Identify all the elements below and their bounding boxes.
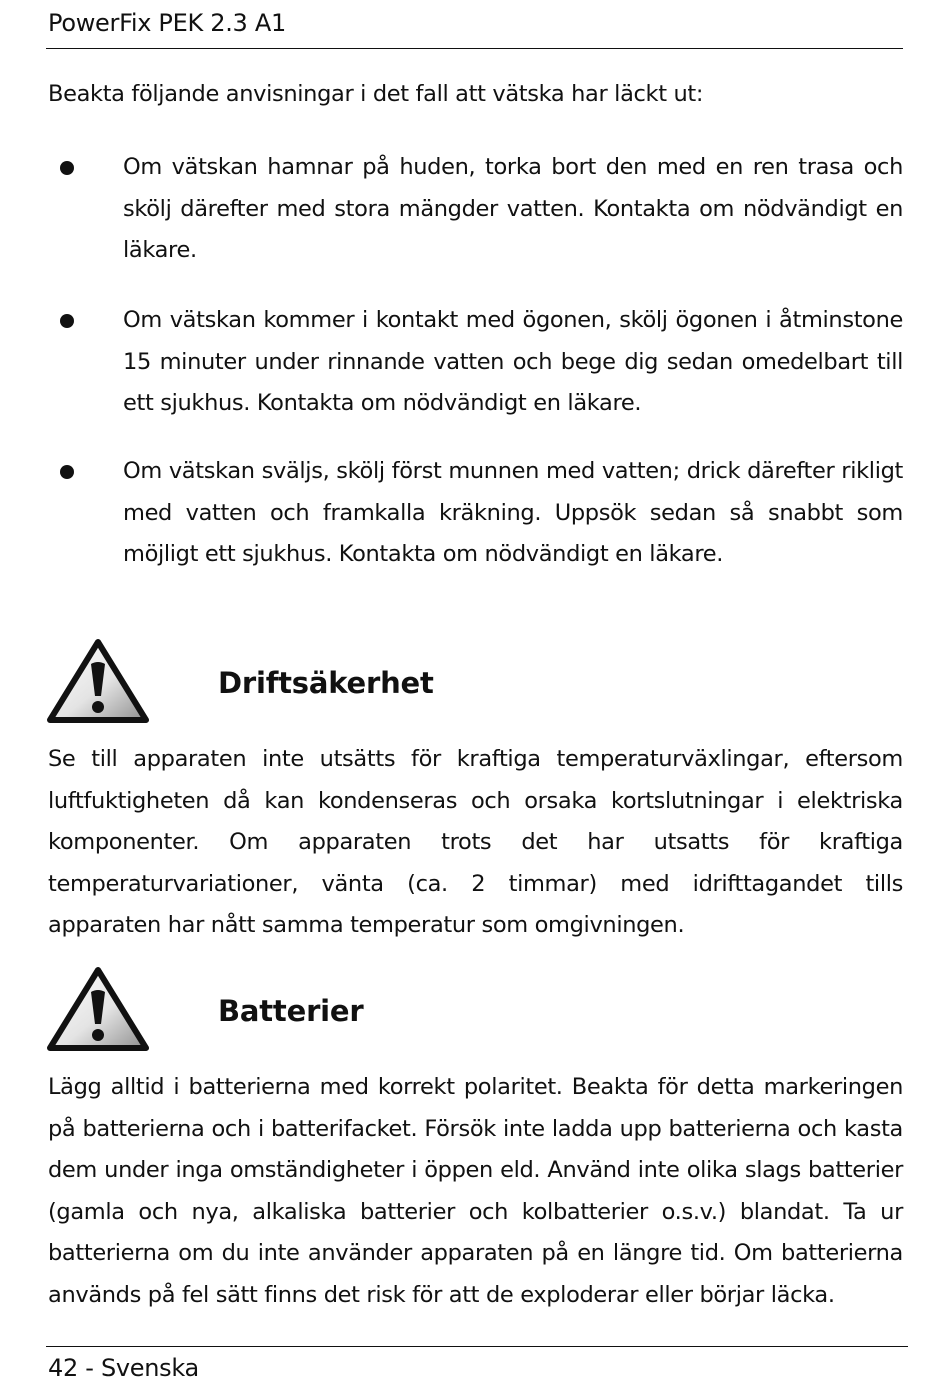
bullet-icon [60,314,74,328]
footer-divider [46,1346,908,1347]
bullet-item-eyes: Om vätskan kommer i kontakt med ögonen, skölj ögonen i åtminstone 15 minuter under rinnande vatten och bege dig sedan omedelbart till ett sjukhus. Kontakta om nödvändigt en läkare. [123,307,903,416]
warning-triangle-icon [46,636,150,724]
section-heading-batterier: Batterier [218,994,364,1028]
document-header-title: PowerFix PEK 2.3 A1 [48,9,286,37]
page-number: 42 - Svenska [48,1354,199,1382]
bullet-icon [60,161,74,175]
section-body-driftsakerhet: Se till apparaten inte utsätts för kraftiga temperaturväxlingar, eftersom luftfuktigheten då kan kondenseras och orsaka kortslutningar i elektriska komponenter. Om apparaten trots det har utsatts för kraftiga temperaturvariationer, vänta (ca. 2 timmar) med idrifttagandet tills apparaten har nått samma temperatur som omgivningen. [48,746,903,938]
bullet-icon [60,465,74,479]
bullet-item-swallowed: Om vätskan sväljs, skölj först munnen med vatten; drick därefter rikligt med vatten och framkalla kräkning. Uppsök sedan så snabbt som möjligt ett sjukhus. Kontakta om nödvändigt en läkare. [123,458,903,567]
section-body-batterier: Lägg alltid i batterierna med korrekt polaritet. Beakta för detta markeringen på batterierna och i batterifacket. Försök inte ladda upp batterierna och kasta dem under inga omständigheter i öppen eld. Använd inte olika slags batterier (gamla och nya, alkaliska batterier och kolbatterier o.s.v.) blandat. Ta ur batterierna om du inte använder apparaten på en längre tid. Om batterierna används på fel sätt finns det risk för att de exploderar eller börjar läcka. [48,1074,903,1308]
header-divider [46,48,903,49]
intro-paragraph: Beakta följande anvisningar i det fall att vätska har läckt ut: [48,81,704,107]
section-heading-driftsakerhet: Driftsäkerhet [218,666,434,700]
warning-triangle-icon [46,964,150,1052]
bullet-item-skin: Om vätskan hamnar på huden, torka bort den med en ren trasa och skölj därefter med stora mängder vatten. Kontakta om nödvändigt en läkare. [123,154,903,263]
